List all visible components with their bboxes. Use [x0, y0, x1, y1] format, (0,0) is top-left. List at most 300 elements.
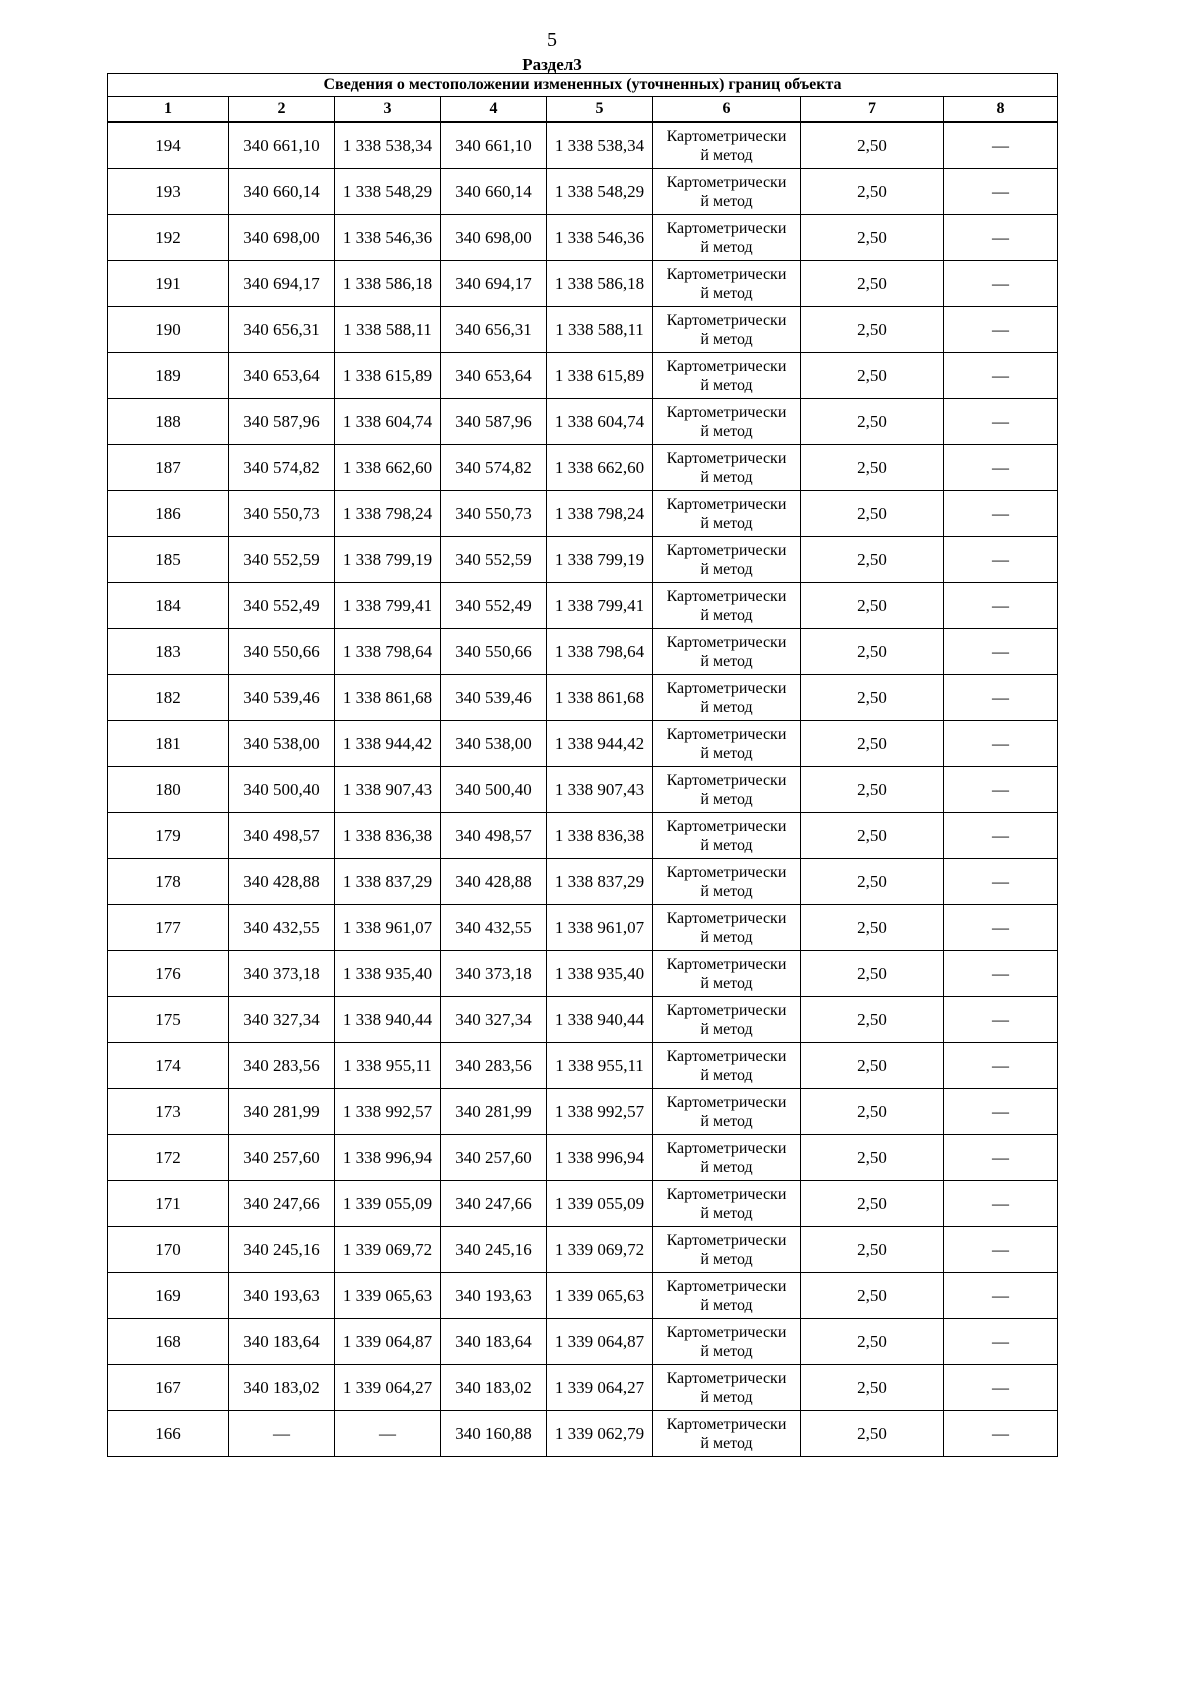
x-old-cell: 340 500,40 [229, 767, 335, 813]
table-caption: Сведения о местоположении измененных (уточненных) границ объекта [108, 74, 1058, 97]
accuracy-cell: 2,50 [801, 1181, 944, 1227]
y-new-cell: 1 339 065,63 [547, 1273, 653, 1319]
x-new-cell: 340 160,88 [441, 1411, 547, 1457]
point-number-cell: 169 [108, 1273, 229, 1319]
method-line-2: й метод [700, 514, 753, 532]
y-old-cell: 1 338 799,19 [335, 537, 441, 583]
point-number-cell: 166 [108, 1411, 229, 1457]
accuracy-cell: 2,50 [801, 997, 944, 1043]
point-number-cell: 188 [108, 399, 229, 445]
accuracy-cell: 2,50 [801, 122, 944, 169]
accuracy-cell: 2,50 [801, 445, 944, 491]
method-line-2: й метод [700, 1020, 753, 1038]
method-line-1: Картометрически [666, 495, 787, 513]
method-line-1: Картометрически [666, 725, 787, 743]
y-new-cell: 1 338 996,94 [547, 1135, 653, 1181]
table-row [108, 1365, 1058, 1411]
x-old-cell: 340 538,00 [229, 721, 335, 767]
note-cell: — [944, 307, 1058, 353]
note-cell: — [944, 169, 1058, 215]
method-cell [653, 353, 801, 399]
x-new-cell: 340 552,49 [441, 583, 547, 629]
x-old-cell: 340 660,14 [229, 169, 335, 215]
column-number: 8 [944, 97, 1058, 123]
note-cell: — [944, 859, 1058, 905]
method-line-2: й метод [700, 284, 753, 302]
x-old-cell: 340 432,55 [229, 905, 335, 951]
table-row [108, 1227, 1058, 1273]
point-number-cell: 174 [108, 1043, 229, 1089]
method-line-2: й метод [700, 468, 753, 486]
y-new-cell: 1 338 935,40 [547, 951, 653, 997]
method-line-2: й метод [700, 836, 753, 854]
y-old-cell: 1 338 907,43 [335, 767, 441, 813]
point-number-cell: 179 [108, 813, 229, 859]
note-cell: — [944, 905, 1058, 951]
y-old-cell: 1 338 799,41 [335, 583, 441, 629]
method-cell [653, 491, 801, 537]
method-cell [653, 675, 801, 721]
table-row [108, 1273, 1058, 1319]
method-line-1: Картометрически [666, 265, 787, 283]
point-number-cell: 193 [108, 169, 229, 215]
x-old-cell: 340 247,66 [229, 1181, 335, 1227]
y-new-cell: 1 338 799,41 [547, 583, 653, 629]
table-row [108, 629, 1058, 675]
y-new-cell: 1 339 064,27 [547, 1365, 653, 1411]
point-number-cell: 182 [108, 675, 229, 721]
x-old-cell: 340 552,49 [229, 583, 335, 629]
method-cell [653, 261, 801, 307]
x-new-cell: 340 432,55 [441, 905, 547, 951]
y-old-cell: 1 338 961,07 [335, 905, 441, 951]
y-new-cell: 1 338 944,42 [547, 721, 653, 767]
x-old-cell: 340 373,18 [229, 951, 335, 997]
method-line-1: Картометрически [666, 863, 787, 881]
y-old-cell: 1 338 604,74 [335, 399, 441, 445]
point-number-cell: 172 [108, 1135, 229, 1181]
x-new-cell: 340 183,02 [441, 1365, 547, 1411]
point-number-cell: 178 [108, 859, 229, 905]
x-old-cell: 340 656,31 [229, 307, 335, 353]
x-new-cell: 340 257,60 [441, 1135, 547, 1181]
point-number-cell: 187 [108, 445, 229, 491]
point-number-cell: 184 [108, 583, 229, 629]
point-number-cell: 171 [108, 1181, 229, 1227]
method-line-2: й метод [700, 376, 753, 394]
method-line-1: Картометрически [666, 1139, 787, 1157]
note-cell: — [944, 1365, 1058, 1411]
method-line-1: Картометрически [666, 173, 787, 191]
method-line-1: Картометрически [666, 311, 787, 329]
method-cell [653, 399, 801, 445]
method-cell [653, 307, 801, 353]
x-new-cell: 340 660,14 [441, 169, 547, 215]
x-old-cell: 340 245,16 [229, 1227, 335, 1273]
method-line-2: й метод [700, 238, 753, 256]
y-new-cell: 1 338 940,44 [547, 997, 653, 1043]
method-cell [653, 859, 801, 905]
method-line-2: й метод [700, 192, 753, 210]
note-cell: — [944, 1181, 1058, 1227]
y-old-cell: 1 338 996,94 [335, 1135, 441, 1181]
x-old-cell: 340 698,00 [229, 215, 335, 261]
section-title: Раздел3 [522, 55, 582, 74]
y-old-cell: 1 338 836,38 [335, 813, 441, 859]
method-line-1: Картометрически [666, 909, 787, 927]
y-new-cell: 1 338 837,29 [547, 859, 653, 905]
x-new-cell: 340 428,88 [441, 859, 547, 905]
method-line-1: Картометрически [666, 1047, 787, 1065]
table-row [108, 215, 1058, 261]
y-old-cell: 1 339 069,72 [335, 1227, 441, 1273]
note-cell: — [944, 537, 1058, 583]
accuracy-cell: 2,50 [801, 1043, 944, 1089]
method-cell [653, 1227, 801, 1273]
table-row [108, 951, 1058, 997]
method-line-1: Картометрически [666, 1185, 787, 1203]
y-old-cell: 1 338 588,11 [335, 307, 441, 353]
table-row [108, 307, 1058, 353]
method-line-1: Картометрически [666, 1093, 787, 1111]
y-new-cell: 1 338 961,07 [547, 905, 653, 951]
point-number-cell: 170 [108, 1227, 229, 1273]
x-new-cell: 340 661,10 [441, 122, 547, 169]
x-old-cell: 340 661,10 [229, 122, 335, 169]
point-number-cell: 177 [108, 905, 229, 951]
x-new-cell: 340 550,73 [441, 491, 547, 537]
method-line-1: Картометрически [666, 1323, 787, 1341]
table-row [108, 169, 1058, 215]
column-number: 7 [801, 97, 944, 123]
y-old-cell: 1 339 064,87 [335, 1319, 441, 1365]
x-new-cell: 340 539,46 [441, 675, 547, 721]
point-number-cell: 192 [108, 215, 229, 261]
method-line-1: Картометрически [666, 1001, 787, 1019]
table-row [108, 1135, 1058, 1181]
table-row [108, 767, 1058, 813]
y-old-cell: 1 338 861,68 [335, 675, 441, 721]
point-number-cell: 176 [108, 951, 229, 997]
accuracy-cell: 2,50 [801, 859, 944, 905]
method-line-2: й метод [700, 1296, 753, 1314]
note-cell: — [944, 1227, 1058, 1273]
y-old-cell: — [335, 1411, 441, 1457]
accuracy-cell: 2,50 [801, 951, 944, 997]
x-old-cell: 340 428,88 [229, 859, 335, 905]
x-old-cell: 340 653,64 [229, 353, 335, 399]
y-new-cell: 1 338 546,36 [547, 215, 653, 261]
y-new-cell: 1 338 836,38 [547, 813, 653, 859]
method-cell [653, 1043, 801, 1089]
method-line-1: Картометрически [666, 1415, 787, 1433]
note-cell: — [944, 445, 1058, 491]
method-cell [653, 951, 801, 997]
x-old-cell: 340 257,60 [229, 1135, 335, 1181]
y-old-cell: 1 338 798,64 [335, 629, 441, 675]
column-number: 1 [108, 97, 229, 123]
x-new-cell: 340 656,31 [441, 307, 547, 353]
method-cell [653, 905, 801, 951]
accuracy-cell: 2,50 [801, 675, 944, 721]
accuracy-cell: 2,50 [801, 1135, 944, 1181]
table-row [108, 1319, 1058, 1365]
y-new-cell: 1 338 955,11 [547, 1043, 653, 1089]
note-cell: — [944, 399, 1058, 445]
y-new-cell: 1 338 907,43 [547, 767, 653, 813]
y-old-cell: 1 338 538,34 [335, 122, 441, 169]
method-cell [653, 629, 801, 675]
x-new-cell: 340 373,18 [441, 951, 547, 997]
x-new-cell: 340 183,64 [441, 1319, 547, 1365]
accuracy-cell: 2,50 [801, 721, 944, 767]
method-line-1: Картометрически [666, 403, 787, 421]
table-row [108, 721, 1058, 767]
x-new-cell: 340 574,82 [441, 445, 547, 491]
y-new-cell: 1 338 798,24 [547, 491, 653, 537]
method-cell [653, 767, 801, 813]
accuracy-cell: 2,50 [801, 1411, 944, 1457]
table-row [108, 859, 1058, 905]
table-row [108, 445, 1058, 491]
note-cell: — [944, 997, 1058, 1043]
accuracy-cell: 2,50 [801, 261, 944, 307]
method-cell [653, 537, 801, 583]
method-cell [653, 583, 801, 629]
boundary-coordinates-table [107, 73, 1058, 1457]
accuracy-cell: 2,50 [801, 215, 944, 261]
accuracy-cell: 2,50 [801, 905, 944, 951]
y-old-cell: 1 338 662,60 [335, 445, 441, 491]
accuracy-cell: 2,50 [801, 353, 944, 399]
accuracy-cell: 2,50 [801, 307, 944, 353]
point-number-cell: 167 [108, 1365, 229, 1411]
point-number-cell: 173 [108, 1089, 229, 1135]
table-row [108, 491, 1058, 537]
table-caption-row [108, 74, 1058, 97]
method-line-1: Картометрически [666, 219, 787, 237]
y-new-cell: 1 339 069,72 [547, 1227, 653, 1273]
note-cell: — [944, 1089, 1058, 1135]
y-old-cell: 1 339 064,27 [335, 1365, 441, 1411]
method-line-2: й метод [700, 422, 753, 440]
x-old-cell: 340 574,82 [229, 445, 335, 491]
method-line-2: й метод [700, 1434, 753, 1452]
table-row [108, 1181, 1058, 1227]
x-new-cell: 340 327,34 [441, 997, 547, 1043]
y-old-cell: 1 338 586,18 [335, 261, 441, 307]
x-old-cell: 340 183,64 [229, 1319, 335, 1365]
x-new-cell: 340 550,66 [441, 629, 547, 675]
table-row [108, 997, 1058, 1043]
note-cell: — [944, 1319, 1058, 1365]
method-line-2: й метод [700, 1112, 753, 1130]
point-number-cell: 189 [108, 353, 229, 399]
note-cell: — [944, 122, 1058, 169]
method-line-1: Картометрически [666, 955, 787, 973]
y-new-cell: 1 338 662,60 [547, 445, 653, 491]
accuracy-cell: 2,50 [801, 537, 944, 583]
x-new-cell: 340 245,16 [441, 1227, 547, 1273]
method-cell [653, 1181, 801, 1227]
method-line-2: й метод [700, 330, 753, 348]
table-row [108, 675, 1058, 721]
x-old-cell: 340 498,57 [229, 813, 335, 859]
method-cell [653, 1135, 801, 1181]
table-row [108, 399, 1058, 445]
x-old-cell: 340 183,02 [229, 1365, 335, 1411]
point-number-cell: 175 [108, 997, 229, 1043]
method-line-2: й метод [700, 1388, 753, 1406]
x-new-cell: 340 281,99 [441, 1089, 547, 1135]
method-line-2: й метод [700, 744, 753, 762]
column-number: 5 [547, 97, 653, 123]
method-line-2: й метод [700, 1204, 753, 1222]
x-old-cell: 340 550,73 [229, 491, 335, 537]
accuracy-cell: 2,50 [801, 399, 944, 445]
table-row [108, 1411, 1058, 1457]
x-old-cell: — [229, 1411, 335, 1457]
note-cell: — [944, 767, 1058, 813]
y-new-cell: 1 338 538,34 [547, 122, 653, 169]
method-cell [653, 721, 801, 767]
method-line-1: Картометрически [666, 679, 787, 697]
note-cell: — [944, 353, 1058, 399]
note-cell: — [944, 1411, 1058, 1457]
x-new-cell: 340 653,64 [441, 353, 547, 399]
method-line-2: й метод [700, 652, 753, 670]
x-new-cell: 340 538,00 [441, 721, 547, 767]
accuracy-cell: 2,50 [801, 813, 944, 859]
method-line-2: й метод [700, 698, 753, 716]
x-new-cell: 340 587,96 [441, 399, 547, 445]
x-old-cell: 340 550,66 [229, 629, 335, 675]
method-line-2: й метод [700, 1066, 753, 1084]
note-cell: — [944, 675, 1058, 721]
x-new-cell: 340 694,17 [441, 261, 547, 307]
point-number-cell: 180 [108, 767, 229, 813]
method-line-2: й метод [700, 1342, 753, 1360]
method-cell [653, 813, 801, 859]
accuracy-cell: 2,50 [801, 767, 944, 813]
y-old-cell: 1 338 992,57 [335, 1089, 441, 1135]
method-line-1: Картометрически [666, 1369, 787, 1387]
table-row [108, 122, 1058, 169]
point-number-cell: 191 [108, 261, 229, 307]
y-old-cell: 1 338 615,89 [335, 353, 441, 399]
y-new-cell: 1 339 064,87 [547, 1319, 653, 1365]
note-cell: — [944, 1043, 1058, 1089]
y-new-cell: 1 338 798,64 [547, 629, 653, 675]
method-line-1: Картометрически [666, 1277, 787, 1295]
method-line-2: й метод [700, 560, 753, 578]
y-new-cell: 1 338 604,74 [547, 399, 653, 445]
y-new-cell: 1 338 586,18 [547, 261, 653, 307]
accuracy-cell: 2,50 [801, 1089, 944, 1135]
y-old-cell: 1 338 798,24 [335, 491, 441, 537]
note-cell: — [944, 813, 1058, 859]
accuracy-cell: 2,50 [801, 169, 944, 215]
method-line-1: Картометрически [666, 449, 787, 467]
table-row [108, 813, 1058, 859]
x-old-cell: 340 281,99 [229, 1089, 335, 1135]
note-cell: — [944, 491, 1058, 537]
x-old-cell: 340 539,46 [229, 675, 335, 721]
x-new-cell: 340 193,63 [441, 1273, 547, 1319]
x-old-cell: 340 694,17 [229, 261, 335, 307]
method-line-1: Картометрически [666, 1231, 787, 1249]
table-row [108, 353, 1058, 399]
point-number-cell: 194 [108, 122, 229, 169]
x-old-cell: 340 283,56 [229, 1043, 335, 1089]
method-cell [653, 445, 801, 491]
accuracy-cell: 2,50 [801, 1227, 944, 1273]
method-line-2: й метод [700, 790, 753, 808]
method-cell [653, 1089, 801, 1135]
method-cell [653, 1273, 801, 1319]
y-old-cell: 1 338 955,11 [335, 1043, 441, 1089]
column-number-row [108, 97, 1058, 123]
accuracy-cell: 2,50 [801, 491, 944, 537]
point-number-cell: 186 [108, 491, 229, 537]
method-cell [653, 215, 801, 261]
note-cell: — [944, 721, 1058, 767]
method-cell [653, 1365, 801, 1411]
y-new-cell: 1 338 992,57 [547, 1089, 653, 1135]
method-cell [653, 997, 801, 1043]
method-line-1: Картометрически [666, 541, 787, 559]
y-new-cell: 1 339 055,09 [547, 1181, 653, 1227]
method-line-2: й метод [700, 606, 753, 624]
table-row [108, 537, 1058, 583]
accuracy-cell: 2,50 [801, 629, 944, 675]
accuracy-cell: 2,50 [801, 1319, 944, 1365]
x-old-cell: 340 587,96 [229, 399, 335, 445]
x-new-cell: 340 247,66 [441, 1181, 547, 1227]
x-old-cell: 340 193,63 [229, 1273, 335, 1319]
y-new-cell: 1 338 588,11 [547, 307, 653, 353]
table-row [108, 1043, 1058, 1089]
method-line-2: й метод [700, 146, 753, 164]
y-old-cell: 1 339 055,09 [335, 1181, 441, 1227]
x-old-cell: 340 552,59 [229, 537, 335, 583]
method-line-2: й метод [700, 1158, 753, 1176]
accuracy-cell: 2,50 [801, 1365, 944, 1411]
y-new-cell: 1 338 615,89 [547, 353, 653, 399]
note-cell: — [944, 951, 1058, 997]
column-number: 4 [441, 97, 547, 123]
table-row [108, 261, 1058, 307]
method-cell [653, 122, 801, 169]
method-cell [653, 169, 801, 215]
table-row [108, 1089, 1058, 1135]
column-number: 3 [335, 97, 441, 123]
method-cell [653, 1319, 801, 1365]
method-line-1: Картометрически [666, 817, 787, 835]
point-number-cell: 190 [108, 307, 229, 353]
y-old-cell: 1 338 944,42 [335, 721, 441, 767]
method-line-1: Картометрически [666, 357, 787, 375]
y-new-cell: 1 338 861,68 [547, 675, 653, 721]
y-old-cell: 1 339 065,63 [335, 1273, 441, 1319]
method-line-2: й метод [700, 928, 753, 946]
accuracy-cell: 2,50 [801, 1273, 944, 1319]
x-old-cell: 340 327,34 [229, 997, 335, 1043]
y-new-cell: 1 339 062,79 [547, 1411, 653, 1457]
x-new-cell: 340 283,56 [441, 1043, 547, 1089]
y-new-cell: 1 338 548,29 [547, 169, 653, 215]
y-new-cell: 1 338 799,19 [547, 537, 653, 583]
